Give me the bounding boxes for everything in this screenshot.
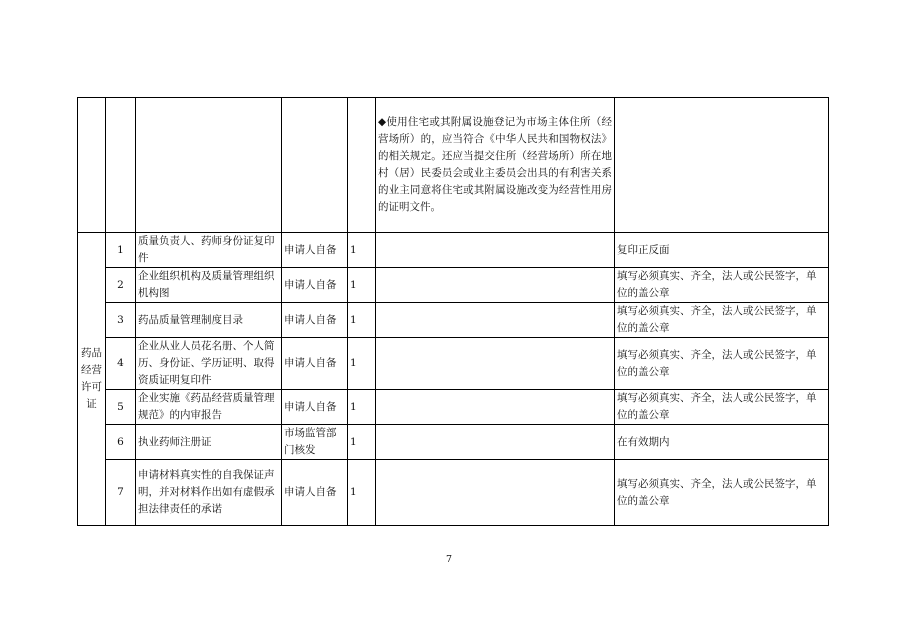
material-copies: 1 [348, 338, 376, 390]
material-name: 申请材料真实性的自我保证声明，并对材料作出如有虚假承担法律责任的承诺 [136, 460, 282, 526]
page-number: 7 [445, 554, 453, 565]
row-number: 3 [106, 303, 136, 338]
cell-name-empty [136, 98, 282, 233]
material-copies: 1 [348, 303, 376, 338]
material-source: 申请人自备 [282, 338, 348, 390]
material-requirement: 在有效期内 [615, 425, 829, 460]
table-row [78, 338, 829, 390]
material-source: 市场监管部门核发 [282, 425, 348, 460]
material-note [376, 268, 615, 303]
category-cell: 药品经营许可证 [78, 233, 106, 526]
material-name: 企业从业人员花名册、个人简历、身份证、学历证明、取得资质证明复印件 [136, 338, 282, 390]
housing-note: ◆使用住宅或其附属设施登记为市场主体住所（经营场所）的，应当符合《中华人民共和国物权法》的相关规定。还应当提交住所（经营场所）所在地村（居）民委员会或业主委员会出具的有利害关系的业主同意将住宅或其附属设施改变为经营性用房的证明文件。 [376, 98, 615, 233]
row-number: 1 [106, 233, 136, 268]
material-name: 执业药师注册证 [136, 425, 282, 460]
material-requirement: 填写必须真实、齐全，法人或公民签字，单位的盖公章 [615, 268, 829, 303]
material-source: 申请人自备 [282, 460, 348, 526]
material-name: 药品质量管理制度目录 [136, 303, 282, 338]
material-note [376, 460, 615, 526]
table-row [78, 303, 829, 338]
material-note [376, 233, 615, 268]
cell-no-empty [106, 98, 136, 233]
material-note [376, 425, 615, 460]
material-note [376, 390, 615, 425]
cell-requirement-empty [615, 98, 829, 233]
material-copies: 1 [348, 268, 376, 303]
table-row [78, 233, 829, 268]
table-row [78, 390, 829, 425]
row-number: 5 [106, 390, 136, 425]
material-name: 质量负责人、药师身份证复印件 [136, 233, 282, 268]
materials-table [77, 97, 829, 526]
material-requirement: 填写必须真实、齐全，法人或公民签字，单位的盖公章 [615, 460, 829, 526]
material-copies: 1 [348, 425, 376, 460]
table-row [78, 425, 829, 460]
row-number: 6 [106, 425, 136, 460]
material-copies: 1 [348, 390, 376, 425]
row-number: 4 [106, 338, 136, 390]
row-number: 2 [106, 268, 136, 303]
material-requirement: 复印正反面 [615, 233, 829, 268]
material-note [376, 338, 615, 390]
material-source: 申请人自备 [282, 390, 348, 425]
material-source: 申请人自备 [282, 268, 348, 303]
material-source: 申请人自备 [282, 233, 348, 268]
material-requirement: 填写必须真实、齐全，法人或公民签字，单位的盖公章 [615, 338, 829, 390]
material-name: 企业组织机构及质量管理组织机构图 [136, 268, 282, 303]
cell-category-empty [78, 98, 106, 233]
table-row-continued [78, 98, 829, 233]
material-copies: 1 [348, 460, 376, 526]
row-number: 7 [106, 460, 136, 526]
material-name: 企业实施《药品经营质量管理规范》的内审报告 [136, 390, 282, 425]
material-requirement: 填写必须真实、齐全，法人或公民签字，单位的盖公章 [615, 390, 829, 425]
cell-copies-empty [348, 98, 376, 233]
material-note [376, 303, 615, 338]
cell-source-empty [282, 98, 348, 233]
table-row [78, 460, 829, 526]
material-source: 申请人自备 [282, 303, 348, 338]
material-requirement: 填写必须真实、齐全，法人或公民签字，单位的盖公章 [615, 303, 829, 338]
material-copies: 1 [348, 233, 376, 268]
table-row [78, 268, 829, 303]
